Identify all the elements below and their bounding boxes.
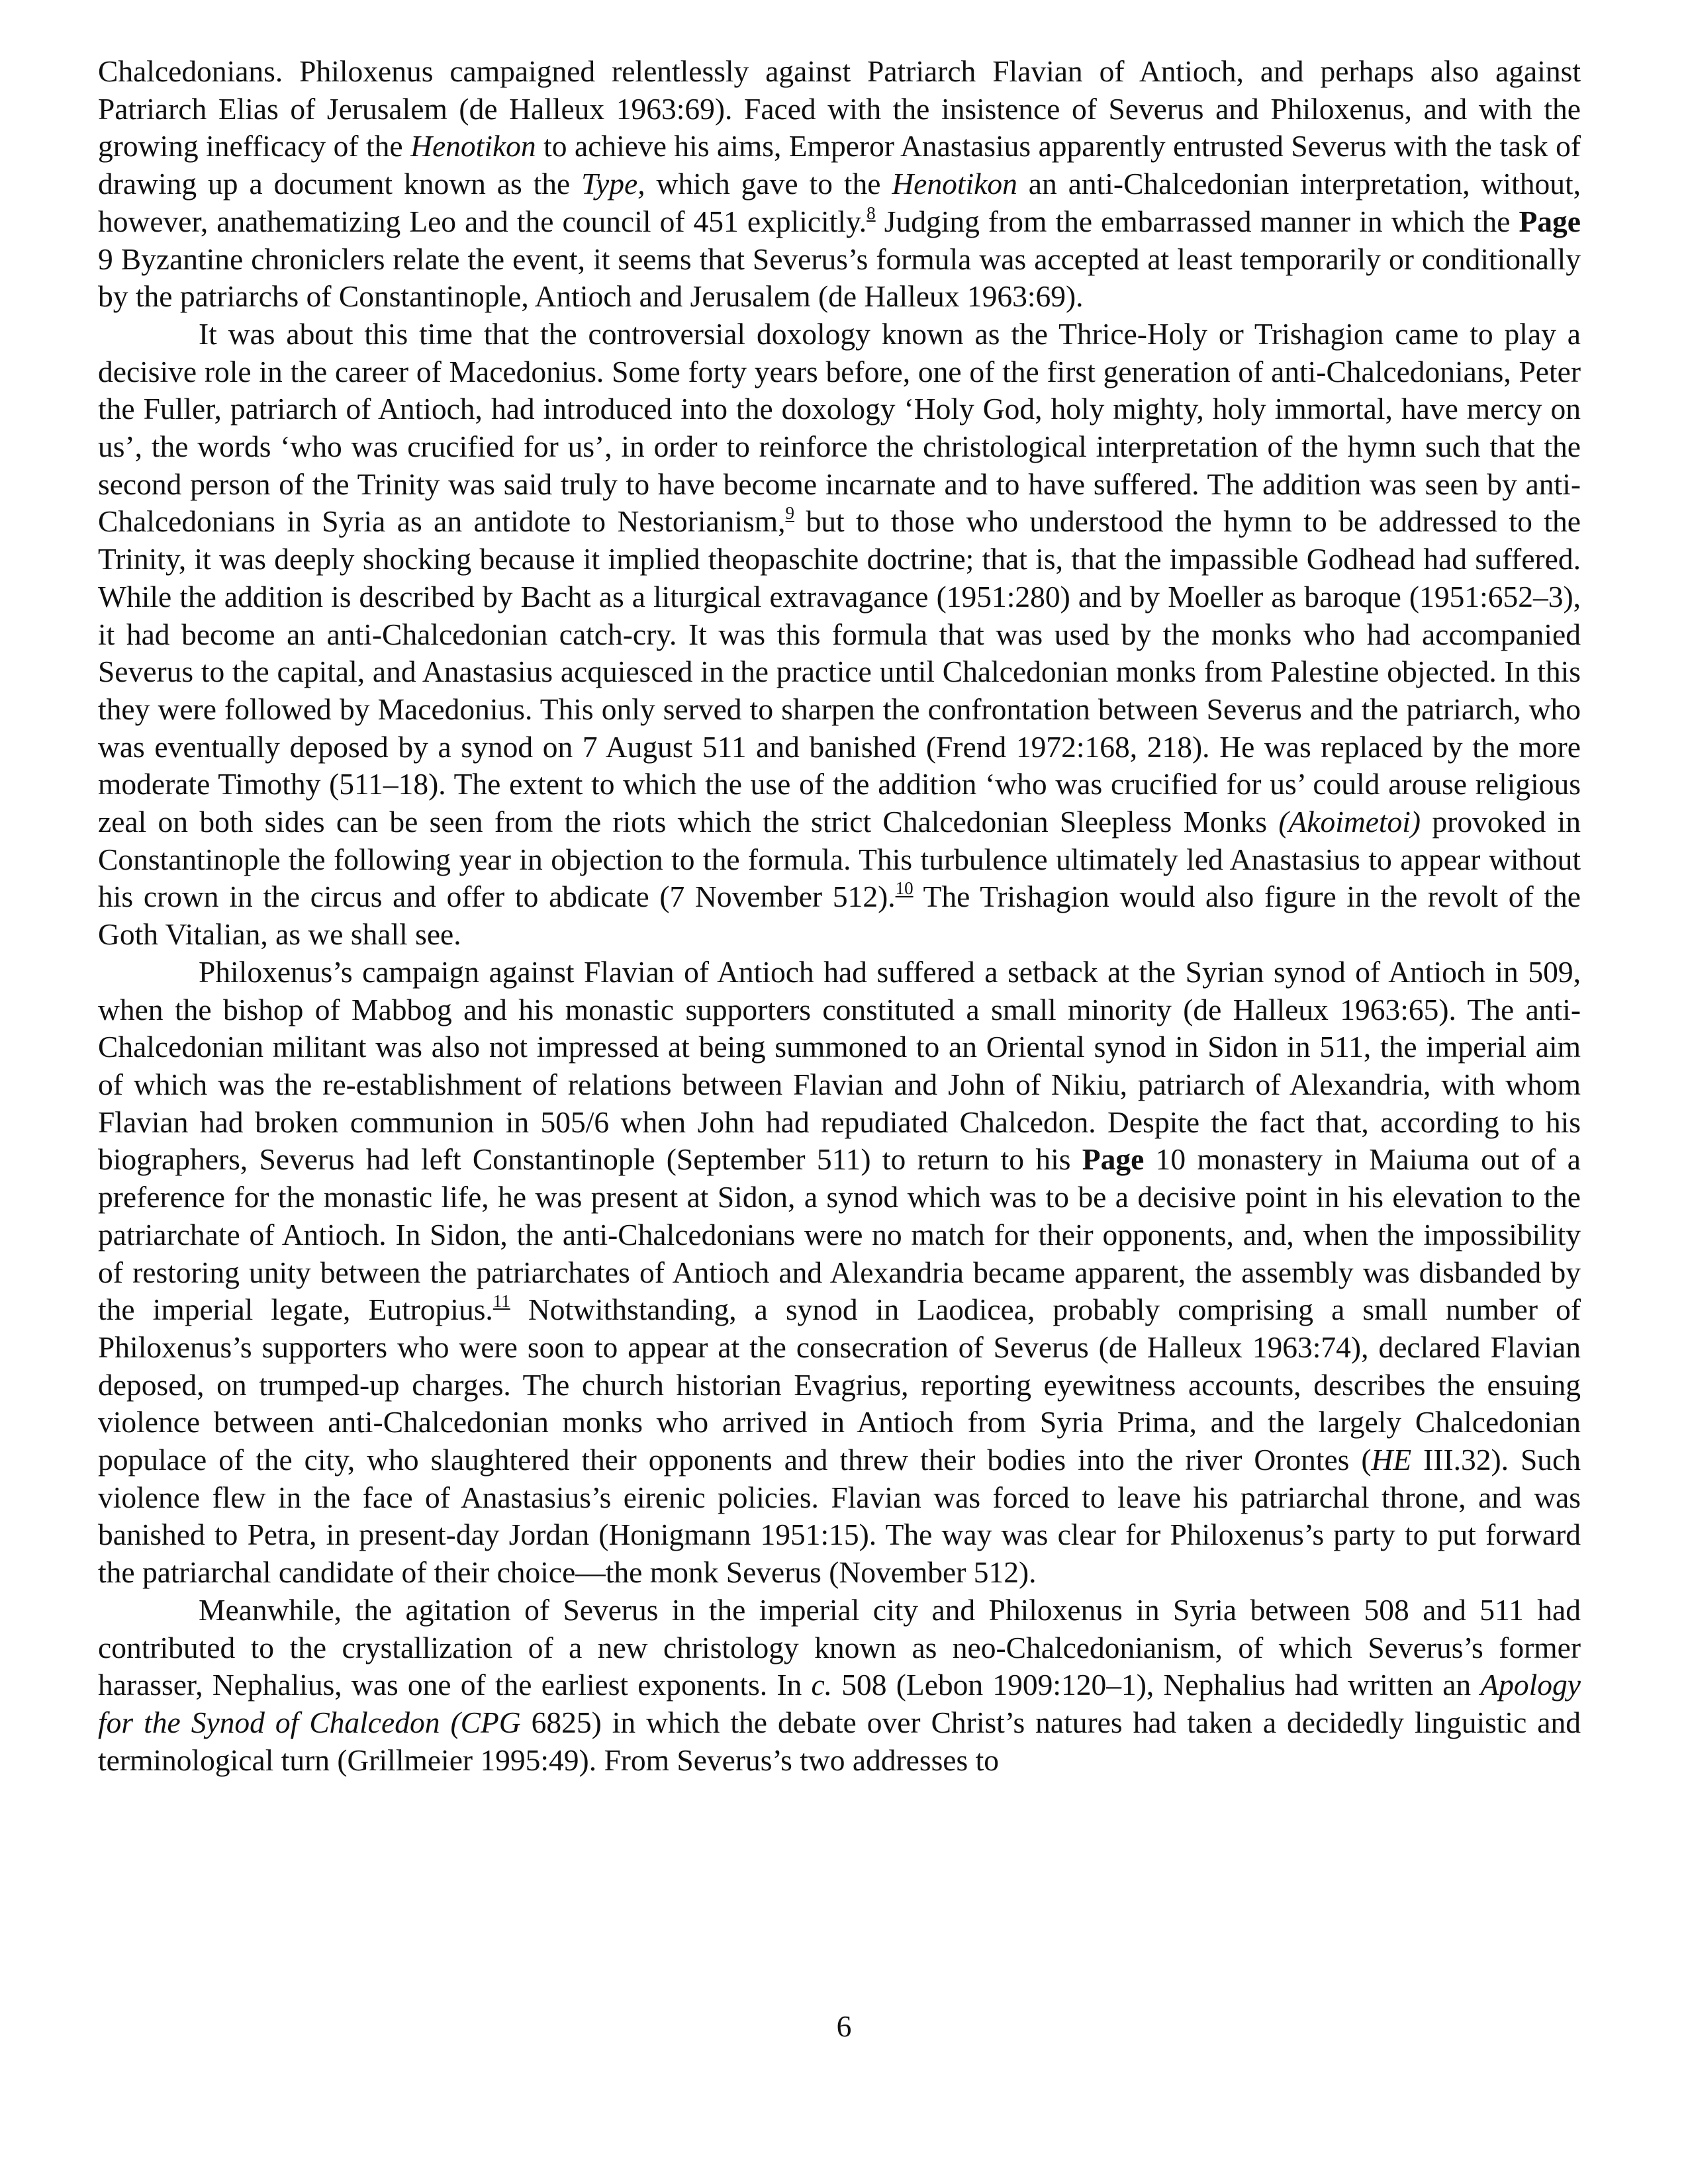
page-marker: Page: [1082, 1142, 1145, 1177]
text-run: 9 Byzantine chroniclers relate the event, it seems that Severus’s formula was accepted at least temporarily or conditionally by the patriarchs of Constantinople, Antioch and Jerusalem (de Halleux 1963:69).: [98, 242, 1581, 314]
paragraph-4: [98, 1592, 1581, 1780]
text-run: but to those who understood the hymn to be addressed to the Trinity, it was deeply shocking because it implied theopaschite doctrine; that is, that the impassible Godhead had suffered. While the addition is described by Bacht as a liturgical extravagance (1951:280) and by Moeller as baroque (1951:652–3), it had become an anti-Chalcedonian catch-cry. It was this formula that was used by the monks who had accompanied Severus to the capital, and Anastasius acquiesced in the practice until Chalcedonian monks from Palestine objected. In this they were followed by Macedonius. This only served to sharpen the confrontation between Severus and the patriarch, who was eventually deposed by a synod on 7 August 511 and banished (Frend 1972:168, 218). He was replaced by the more moderate Timothy (511–18). The extent to which the use of the addition ‘who was crucified for us’ could arouse religious zeal on both sides can be seen from the riots which the strict Chalcedonian Sleepless Monks: [98, 504, 1581, 839]
footnote-ref-8[interactable]: 8: [867, 203, 876, 223]
text-run: 6825) in which the debate over Christ’s natures had taken a decidedly linguistic and terminological turn (Grillmeier 1995:49). From Severus’s two addresses to: [98, 1705, 1581, 1777]
footnote-ref-9[interactable]: 9: [785, 503, 795, 523]
text-run: 10 monastery in Maiuma out of a preference for the monastic life, he was present at Sidon, a synod which was to be a decisive point in his elevation to the patriarchate of Antioch. In Sidon, the anti-Chalcedonians were no match for their opponents, and, when the impossibility of restoring unity between the patriarchates of Antioch and Alexandria became apparent, the assembly was disbanded by the imperial legate, Eutropius.: [98, 1142, 1581, 1327]
page-number: 6: [836, 2009, 852, 2043]
text-run: Meanwhile, the agitation of Severus in the imperial city and Philoxenus in Syria between 508 and 511 had contributed to the crystallization of a new christology known as neo-Chalcedonianism, of which Severus’s former harasser, Nephalius, was one of the earliest exponents. In: [98, 1592, 1581, 1702]
paragraph-1: [98, 53, 1581, 316]
text-run: Judging from the embarrassed manner in which the: [875, 204, 1519, 238]
italic-term: HE: [1371, 1443, 1412, 1477]
footnote-ref-10[interactable]: 10: [895, 878, 914, 899]
text-run: The Trishagion would also figure in the revolt of the Goth Vitalian, as we shall see.: [98, 880, 1581, 952]
italic-term: Henotikon: [410, 129, 536, 163]
text-run: which gave to the: [645, 167, 892, 201]
paragraph-2: [98, 316, 1581, 954]
text-run: 508 (Lebon 1909:120–1), Nephalius had written an: [832, 1668, 1481, 1702]
text-run: III.32). Such violence flew in the face of Anastasius’s eirenic policies. Flavian was forced to leave his patriarchal throne, and was banished to Petra, in present-day Jordan (Honigmann 1951:15). The way was clear for Philoxenus’s party to put forward the patriarchal candidate of their choice—the monk Severus (November 512).: [98, 1443, 1581, 1590]
italic-term: (Akoimetoi): [1278, 805, 1421, 839]
text-run: provoked in Constantinople the following year in objection to the formula. This turbulence ultimately led Anastasius to appear without his crown in the circus and offer to abdicate (7 November 512).: [98, 805, 1581, 914]
text-run: It was about this time that the controversial doxology known as the Thrice-Holy or Trishagion came to play a decisive role in the career of Macedonius. Some forty years before, one of the first generation of anti-Chalcedonians, Peter the Fuller, patriarch of Antioch, had introduced into the doxology ‘Holy God, holy mighty, holy immortal, have mercy on us’, the words ‘who was crucified for us’, in order to reinforce the christological interpretation of the hymn such that the second person of the Trinity was said truly to have become incarnate and to have suffered. The addition was seen by anti-Chalcedonians in Syria as an antidote to Nestorianism,: [98, 316, 1581, 539]
italic-title: Apology for the Synod of Chalcedon (CPG: [98, 1668, 1581, 1739]
text-run: Philoxenus’s campaign against Flavian of Antioch had suffered a setback at the Syrian synod of Antioch in 509, when the bishop of Mabbog and his monastic supporters constituted a small minority (de Halleux 1963:65). The anti-Chalcedonian militant was also not impressed at being summoned to an Oriental synod in Sidon in 511, the imperial aim of which was the re-establishment of relations between Flavian and John of Nikiu, patriarch of Alexandria, with whom Flavian had broken communion in 505/6 when John had repudiated Chalcedon. Despite the fact that, according to his biographers, Severus had left Constantinople (September 511) to return to his: [98, 954, 1581, 1177]
document-body: [98, 53, 1581, 1779]
italic-term: c.: [811, 1668, 833, 1702]
italic-term: Type,: [581, 167, 645, 201]
text-run: to achieve his aims, Emperor Anastasius apparently entrusted Severus with the task of drawing up a document known as the: [98, 129, 1581, 201]
text-run: Chalcedonians. Philoxenus campaigned relentlessly against Patriarch Flavian of Antioch, and perhaps also against Patriarch Elias of Jerusalem (de Halleux 1963:69). Faced with the insistence of Severus and Philoxenus, and with the growing inefficacy of the: [98, 54, 1581, 163]
paragraph-3: [98, 954, 1581, 1592]
italic-term: Henotikon: [892, 167, 1017, 201]
text-run: Notwithstanding, a synod in Laodicea, probably comprising a small number of Philoxenus’s supporters who were soon to appear at the consecration of Severus (de Halleux 1963:74), declared Flavian deposed, on trumped-up charges. The church historian Evagrius, reporting eyewitness accounts, describes the ensuing violence between anti-Chalcedonian monks who arrived in Antioch from Syria Prima, and the largely Chalcedonian populace of the city, who slaughtered their opponents and threw their bodies into the river Orontes (: [98, 1293, 1581, 1477]
page-marker: Page: [1519, 204, 1581, 238]
footnote-ref-11[interactable]: 11: [492, 1291, 510, 1312]
text-run: an anti-Chalcedonian interpretation, without, however, anathematizing Leo and the council of 451 explicitly.: [98, 167, 1581, 238]
